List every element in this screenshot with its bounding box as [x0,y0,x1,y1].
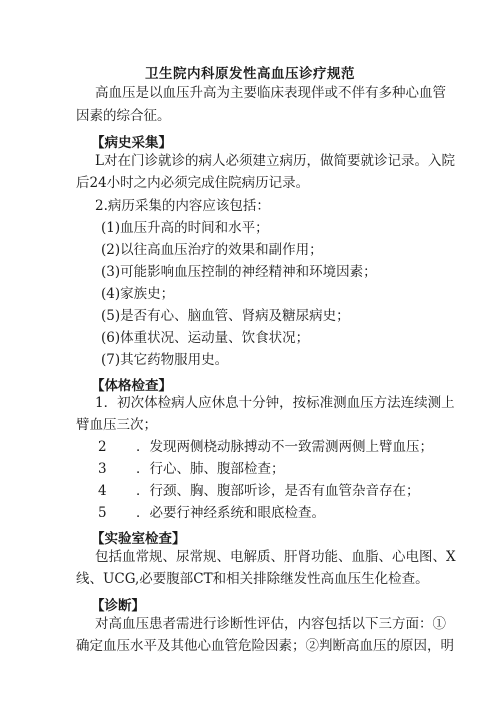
section-heading-lab: 【实验室检查】 [91,531,186,547]
diagnosis-p1-line-2: 确定血压水平及其他心血管危险因素；②判断高血压的原因，明 [76,638,454,654]
intro-line-1: 高血压是以血压升高为主要临床表现伴或不伴有多种心血管 [95,85,446,101]
exam-item-3-text: ．行心、肺、腹部检查； [136,461,285,477]
exam-p1-line-2: 臂血压三次； [76,417,157,433]
section-heading-exam: 【体格检查】 [91,378,172,394]
lab-p1-line-1: 包括血常规、尿常规、电解质、肝肾功能、血脂、心电图、X [95,549,456,565]
section-heading-history: 【病史采集】 [91,135,172,151]
section-heading-diagnosis: 【诊断】 [91,598,145,614]
exam-item-5-number: 5 [98,505,107,521]
history-p2: 2.病历采集的内容应该包括： [95,198,270,214]
diagnosis-p1-line-1: 对高血压患者需进行诊断性评估，内容包括以下三方面：① [95,616,446,632]
exam-item-4-text: ．行颈、胸、腹部听诊，是否有血管杂音存在； [136,483,420,499]
history-item-5: (5)是否有心、脑血管、肾病及糖尿病史； [101,308,350,324]
exam-item-2-text: ．发现两侧桡动脉搏动不一致需测两侧上臂血压； [136,439,433,455]
history-p1-line-2: 后24小时之内必须完成住院病历记录。 [76,175,310,191]
history-p1-line-1: L对在门诊就诊的病人必须建立病历，做简要就诊记录。入院 [95,153,455,169]
history-item-6: (6)体重状况、运动量、饮食状况； [101,330,310,346]
history-item-4: (4)家族史； [101,286,175,302]
history-item-1: (1)血压升高的时间和水平； [101,220,269,236]
exam-item-4-number: 4 [98,483,107,499]
exam-item-3-number: 3 [98,461,107,477]
history-item-3: (3)可能影响血压控制的神经精神和环境因素； [101,264,377,280]
history-item-7: (7)其它药物服用史。 [101,352,229,368]
document-title: 卫生院内科原发性高血压诊疗规范 [145,66,355,82]
intro-line-2: 因素的综合征。 [76,108,171,124]
exam-item-5-text: ．必要行神经系统和眼底检查。 [136,505,325,521]
lab-p1-line-2: 线、UCG,必要腹部CT和相关排除继发性高血压生化检查。 [76,571,429,587]
history-item-2: (2)以往高血压治疗的效果和副作用； [101,242,323,258]
exam-p1-line-1: 1．初次体检病人应休息十分钟，按标准测血压方法连续测上 [95,395,455,411]
exam-item-2-number: 2 [98,439,107,455]
